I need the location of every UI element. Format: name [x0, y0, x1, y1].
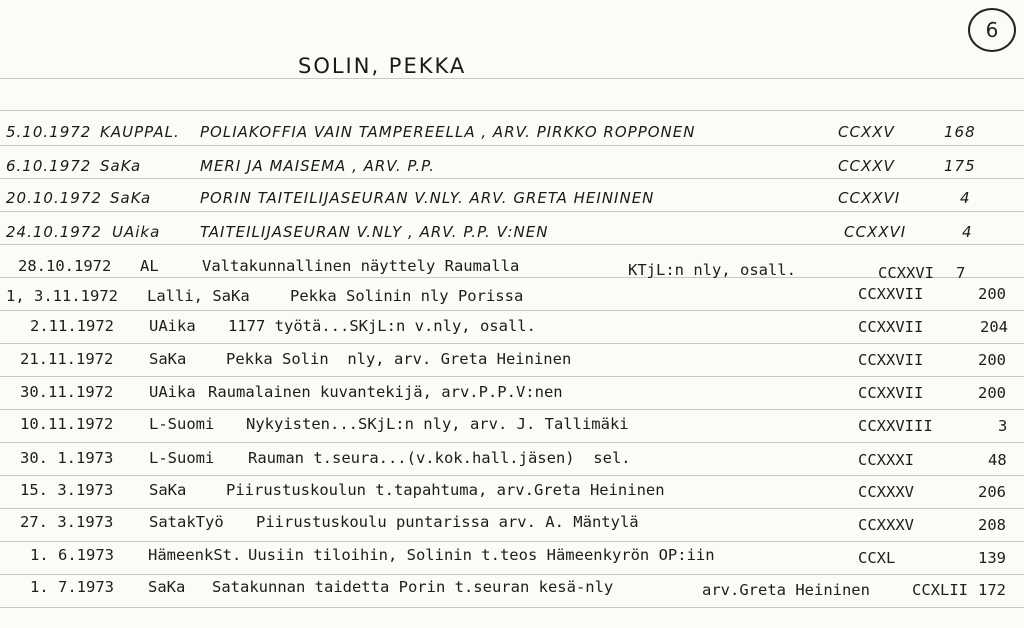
entry-volume: CCXL: [858, 549, 896, 567]
entry-text: PORIN TAITEILIJASEURAN V.NLY. ARV. GRETA HEININEN: [200, 189, 655, 207]
entry-text: Rauman t.seura...(v.kok.hall.jäsen) sel.: [248, 449, 631, 467]
entry-date: 2.11.1972: [30, 317, 114, 335]
ruled-line: [0, 409, 1024, 410]
entry-volume: CCXXV: [838, 157, 895, 175]
ruled-line: [0, 508, 1024, 509]
entry-text: Pekka Solin nly, arv. Greta Heininen: [226, 350, 572, 368]
entry-source: SaKa: [149, 481, 187, 499]
entry-page: 200: [978, 285, 1006, 303]
entry-text: Piirustuskoulu puntarissa arv. A. Mäntylä: [256, 513, 639, 531]
entry-volume: CCXXXV: [858, 483, 914, 501]
entry-source: Lalli, SaKa: [147, 287, 250, 305]
entry-source: SatakTyö: [149, 513, 224, 531]
entry-volume: CCXXVII: [858, 384, 924, 402]
entry-page: 3: [998, 417, 1008, 435]
entry-page: 172: [978, 581, 1006, 599]
entry-volume: CCXXVIII: [858, 417, 933, 435]
ruled-line: [0, 376, 1024, 377]
ruled-line: [0, 211, 1024, 212]
entry-date: 1. 7.1973: [30, 578, 114, 596]
ruled-line: [0, 310, 1024, 311]
ruled-line: [0, 475, 1024, 476]
entry-page: 200: [978, 384, 1006, 402]
entry-date: 1. 6.1973: [30, 546, 114, 564]
entry-page: 4: [960, 189, 971, 207]
card-number: 6: [968, 8, 1016, 52]
entry-source: UAika: [149, 317, 196, 335]
entry-page: 7: [956, 264, 966, 282]
entry-text: Raumalainen kuvantekijä, arv.P.P.V:nen: [208, 383, 563, 401]
entry-source: SaKa: [110, 189, 152, 207]
ruled-line: [0, 574, 1024, 575]
entry-page: 168: [944, 123, 976, 141]
entry-text: Valtakunnallinen näyttely Raumalla: [202, 257, 520, 275]
entry-source: KAUPPAL.: [100, 123, 180, 141]
entry-source: L-Suomi: [149, 415, 215, 433]
entry-date: 28.10.1972: [18, 257, 112, 275]
entry-page: 175: [944, 157, 976, 175]
entry-text: Uusiin tiloihin, Solinin t.teos Hämeenkyrön OP:iin: [248, 546, 715, 564]
entry-extra: arv.Greta Heininen: [702, 581, 870, 599]
entry-date: 21.11.1972: [20, 350, 114, 368]
entry-source: UAika: [112, 223, 161, 241]
entry-date: 5.10.1972: [6, 123, 92, 141]
entry-text: TAITEILIJASEURAN V.NLY , ARV. P.P. V:NEN: [200, 223, 549, 241]
entry-volume: CCXXV: [838, 123, 895, 141]
entry-date: 30. 1.1973: [20, 449, 114, 467]
entry-date: 15. 3.1973: [20, 481, 114, 499]
entry-source: SaKa: [100, 157, 142, 175]
entry-date: 27. 3.1973: [20, 513, 114, 531]
entry-text: 1177 työtä...SKjL:n v.nly, osall.: [228, 317, 536, 335]
entry-page: 139: [978, 549, 1006, 567]
entry-volume: CCXXVI: [838, 189, 901, 207]
entry-volume: CCXXXV: [858, 516, 914, 534]
ruled-line: [0, 442, 1024, 443]
entry-page: 48: [988, 451, 1007, 469]
entry-volume: CCXXVII: [858, 285, 924, 303]
entry-page: 206: [978, 483, 1006, 501]
entry-text: Satakunnan taidetta Porin t.seuran kesä-nly: [212, 578, 614, 596]
entry-extra: KTjL:n nly, osall.: [628, 261, 796, 279]
entry-text: POLIAKOFFIA VAIN TAMPEREELLA , ARV. PIRKKO ROPPONEN: [200, 123, 696, 141]
entry-source: SaKa: [148, 578, 186, 596]
entry-date: 30.11.1972: [20, 383, 114, 401]
entry-date: 10.11.1972: [20, 415, 114, 433]
ruled-line: [0, 541, 1024, 542]
entry-volume: CCXXXI: [858, 451, 914, 469]
entry-source: L-Suomi: [149, 449, 215, 467]
entry-source: UAika: [149, 383, 196, 401]
entry-source: SaKa: [149, 350, 187, 368]
entry-volume: CCXLII: [912, 581, 968, 599]
entry-text: Piirustuskoulun t.tapahtuma, arv.Greta Heininen: [226, 481, 665, 499]
entry-text: Nykyisten...SKjL:n nly, arv. J. Tallimäki: [246, 415, 629, 433]
ruled-line: [0, 607, 1024, 608]
card-title: SOLIN, PEKKA: [298, 54, 467, 78]
entry-source: HämeenkSt.: [148, 546, 242, 564]
entry-text: MERI JA MAISEMA , ARV. P.P.: [200, 157, 435, 175]
entry-date: 24.10.1972: [6, 223, 102, 241]
ruled-line: [0, 277, 1024, 278]
ruled-line: [0, 110, 1024, 111]
entry-page: 208: [978, 516, 1006, 534]
entry-page: 4: [962, 223, 973, 241]
entry-source: AL: [140, 257, 159, 275]
entry-date: 6.10.1972: [6, 157, 92, 175]
ruled-line: [0, 145, 1024, 146]
entry-volume: CCXXVI: [878, 264, 934, 282]
entry-text: Pekka Solinin nly Porissa: [290, 287, 524, 305]
ruled-line: [0, 178, 1024, 179]
entry-page: 200: [978, 351, 1006, 369]
entry-volume: CCXXVII: [858, 351, 924, 369]
ruled-line: [0, 343, 1024, 344]
ruled-line: [0, 244, 1024, 245]
entry-page: 204: [980, 318, 1008, 336]
entry-date: 20.10.1972: [6, 189, 102, 207]
entry-volume: CCXXVI: [844, 223, 907, 241]
entry-date: 1, 3.11.1972: [6, 287, 118, 305]
entry-volume: CCXXVII: [858, 318, 924, 336]
ruled-line: [0, 78, 1024, 79]
